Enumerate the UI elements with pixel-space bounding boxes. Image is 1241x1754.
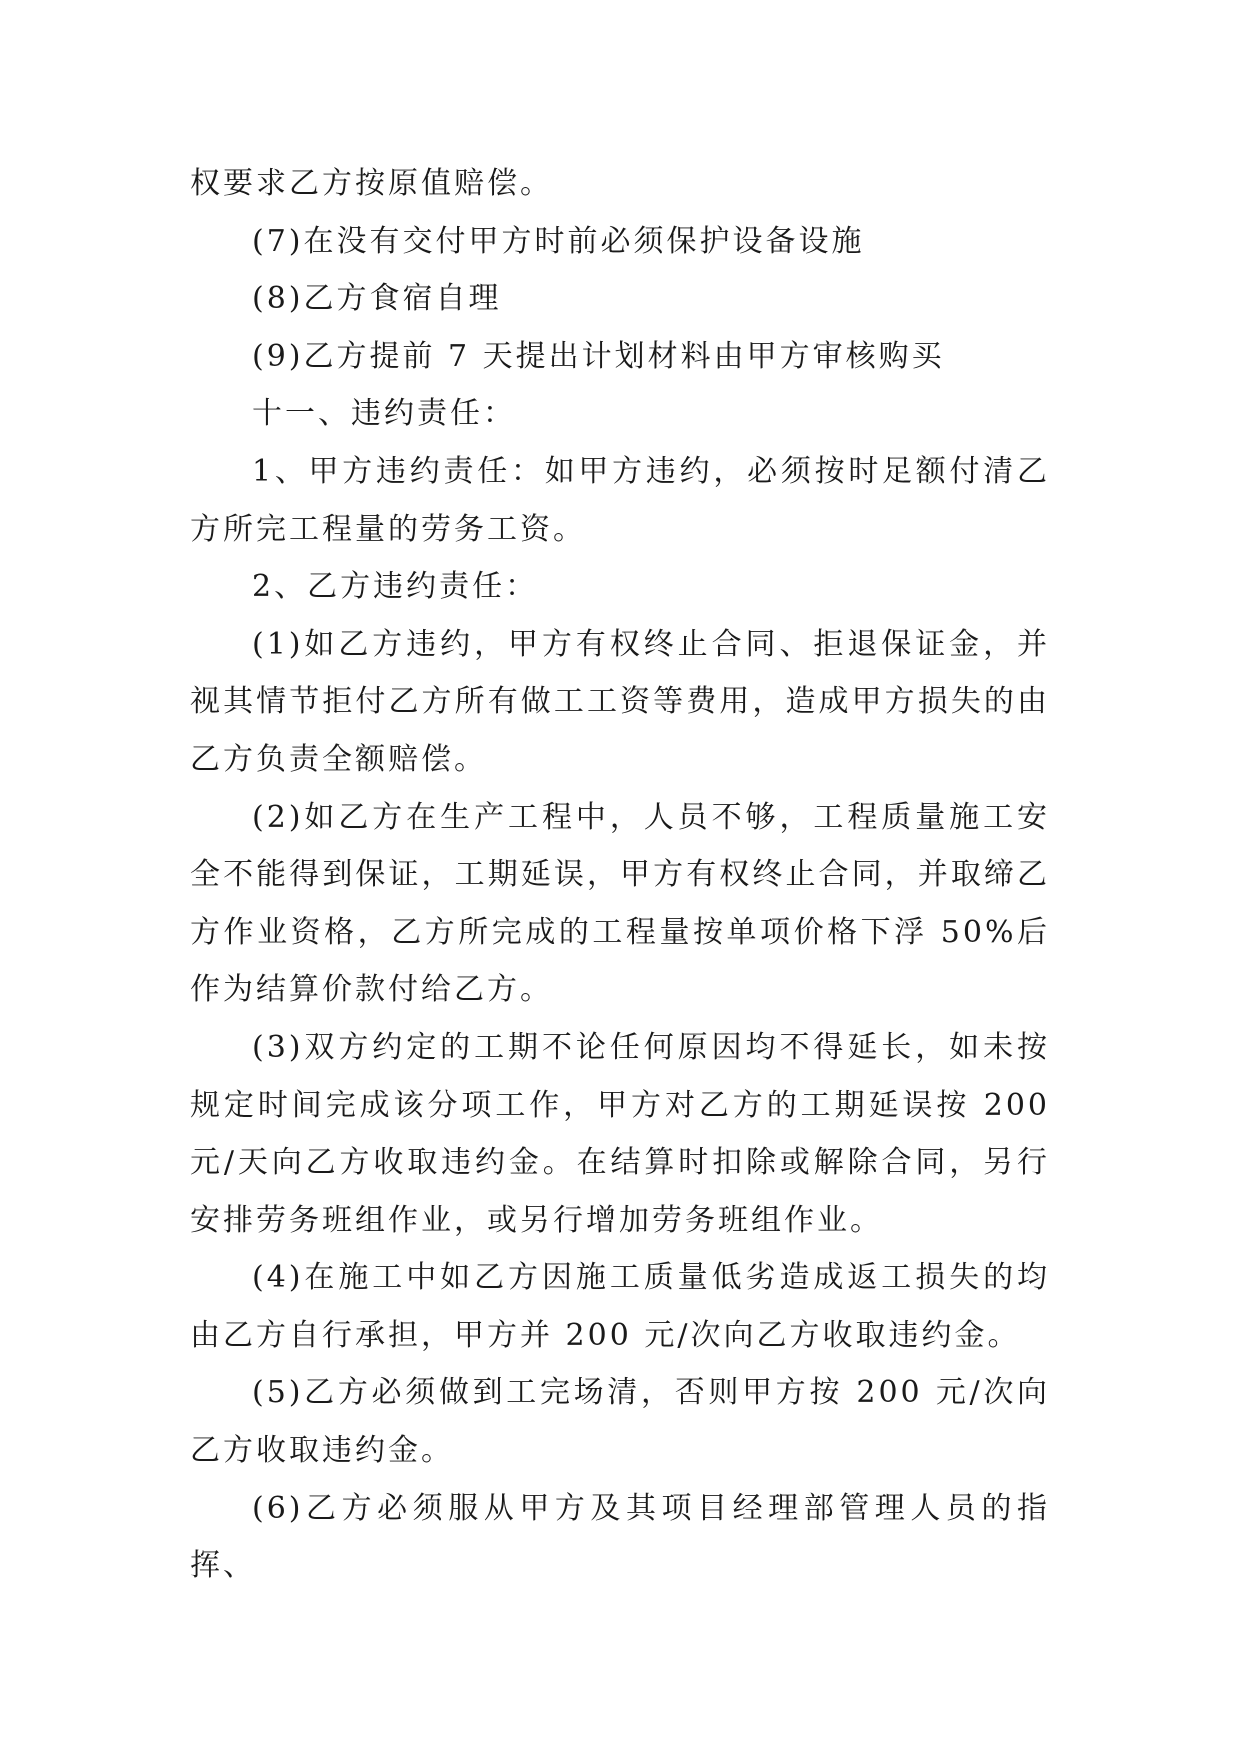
contract-body-text [190,155,1050,1595]
paragraph: (3)双方约定的工期不论任何原因均不得延长，如未按规定时间完成该分项工作，甲方对乙方的工期延误按 200 元/天向乙方收取违约金。在结算时扣除或解除合同，另行安排劳务班组作业，或另行增加劳务班组作业。 [190,1029,1050,1238]
paragraph: (7)在没有交付甲方时前必须保护设备设施 [252,223,865,259]
paragraph: (2)如乙方在生产工程中，人员不够，工程质量施工安全不能得到保证，工期延误，甲方有权终止合同，并取缔乙方作业资格，乙方所完成的工程量按单项价格下浮 50%后作为结算价款付给乙方。 [190,799,1050,1008]
paragraph: 2、乙方违约责任： [252,569,539,605]
paragraph: (8)乙方食宿自理 [252,281,502,317]
paragraph: (5)乙方必须做到工完场清，否则甲方按 200 元/次向乙方收取违约金。 [190,1375,1050,1469]
paragraph: (9)乙方提前 7 天提出计划材料由甲方审核购买 [252,338,945,374]
section-heading: 十一、违约责任： [252,396,516,432]
paragraph: (4)在施工中如乙方因施工质量低劣造成返工损失的均由乙方自行承担，甲方并 200 元/次向乙方收取违约金。 [190,1260,1050,1353]
paragraph: 权要求乙方按原值赔偿。 [190,166,553,201]
paragraph: 1、甲方违约责任：如甲方违约，必须按时足额付清乙方所完工程量的劳务工资。 [190,453,1050,547]
paragraph: (1)如乙方违约，甲方有权终止合同、拒退保证金，并视其情节拒付乙方所有做工工资等费用，造成甲方损失的由乙方负责全额赔偿。 [190,626,1050,777]
paragraph: (6)乙方必须服从甲方及其项目经理部管理人员的指挥、 [190,1490,1050,1584]
